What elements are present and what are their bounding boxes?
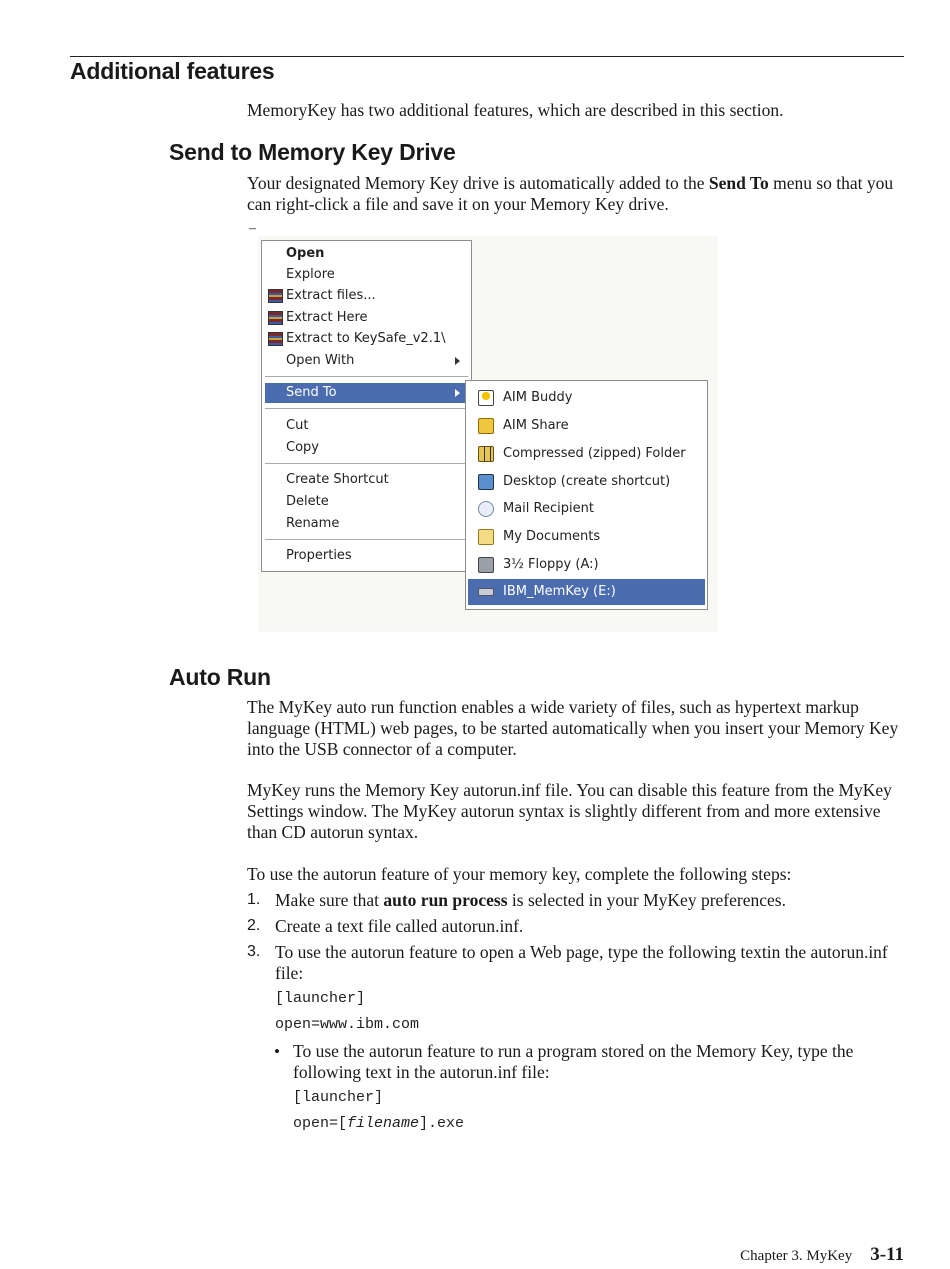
submenu-item-label: AIM Share — [503, 418, 569, 433]
step-1-bold: auto run process — [383, 890, 508, 910]
menu-item-send-to[interactable] — [265, 383, 468, 403]
code-filename-placeholder: filename — [347, 1115, 420, 1132]
submenu-item-label: AIM Buddy — [503, 390, 573, 405]
footer-chapter: Chapter 3. MyKey — [740, 1248, 853, 1264]
submenu-item-label: My Documents — [503, 529, 601, 544]
send-to-text-2: menu so that you can right-click a file and save it on your Memory Key drive. — [247, 173, 894, 214]
bullet-text: To use the autorun feature to run a program stored on the Memory Key, type the following text in the autorun.inf file: — [293, 1041, 854, 1082]
menu-separator — [265, 376, 468, 377]
section-title: Additional features — [70, 58, 275, 84]
submenu-item-label: 3½ Floppy (A:) — [503, 557, 599, 572]
code-prefix: open=[ — [293, 1115, 348, 1132]
submenu-item-label: Desktop (create shortcut) — [503, 474, 671, 489]
menu-item-open-with[interactable] — [265, 351, 468, 371]
code-suffix: ].exe — [419, 1115, 465, 1132]
menu-item-label: Properties — [286, 548, 352, 563]
screenshot-mark: – — [249, 221, 256, 236]
send-to-mail-recipient[interactable] — [468, 496, 705, 522]
step-2-text: Create a text file called autorun.inf. — [275, 916, 524, 936]
auto-run-heading: Auto Run — [169, 664, 271, 690]
bullet-marker: • — [274, 1042, 280, 1061]
send-to-my-documents[interactable] — [468, 524, 705, 550]
page-footer — [740, 1244, 904, 1266]
step-2-number: 2. — [247, 917, 261, 934]
menu-item-label: Open — [286, 246, 325, 261]
send-to-floppy[interactable] — [468, 552, 705, 578]
submenu-arrow-icon — [455, 389, 460, 397]
step-1-text-a: Make sure that — [275, 890, 384, 910]
step-3-number: 3. — [247, 943, 261, 960]
step-3-text: To use the autorun feature to open a Web page, type the following textin the autorun.inf file: — [275, 942, 888, 983]
menu-item-cut[interactable] — [265, 416, 468, 436]
send-to-zip-folder[interactable] — [468, 441, 705, 467]
usb-drive-icon — [478, 588, 494, 596]
aim-share-folder-icon — [478, 418, 494, 434]
submenu-item-label: Mail Recipient — [503, 501, 594, 516]
menu-item-extract-here[interactable] — [265, 308, 468, 328]
menu-item-extract-to[interactable] — [265, 329, 468, 349]
send-to-text-1: Your designated Memory Key drive is automatically added to the — [247, 173, 709, 193]
menu-item-label: Extract to KeySafe_v2.1\ — [286, 331, 446, 346]
send-to-aim-share[interactable] — [468, 413, 705, 439]
rar-archive-icon — [268, 332, 283, 346]
step-1-text-b: is selected in your MyKey preferences. — [507, 890, 786, 910]
desktop-icon — [478, 474, 494, 490]
intro-paragraph: MemoryKey has two additional features, which are described in this section. — [247, 100, 784, 120]
menu-item-label: Copy — [286, 440, 319, 455]
submenu-arrow-icon — [455, 357, 460, 365]
step-1-text — [275, 890, 905, 911]
submenu-item-label: IBM_MemKey (E:) — [503, 584, 616, 599]
my-documents-icon — [478, 529, 494, 545]
send-to-submenu — [465, 380, 708, 610]
send-to-bold: Send To — [708, 173, 769, 193]
menu-item-label: Send To — [286, 385, 337, 400]
auto-run-paragraph-1: The MyKey auto run function enables a wide variety of files, such as hypertext markup language (HTML) web pages, to be started automatically when you insert your Memory Key into the USB connector of a computer. — [247, 697, 899, 759]
send-to-paragraph — [247, 173, 897, 215]
menu-item-rename[interactable] — [265, 514, 468, 534]
mail-icon — [478, 501, 494, 517]
send-to-heading: Send to Memory Key Drive — [169, 139, 456, 165]
menu-item-properties[interactable] — [265, 546, 468, 566]
menu-item-explore[interactable] — [265, 265, 468, 285]
code-open-filename — [293, 1115, 464, 1133]
send-to-desktop[interactable] — [468, 469, 705, 495]
steps-intro: To use the autorun feature of your memory key, complete the following steps: — [247, 864, 792, 884]
menu-item-create-shortcut[interactable] — [265, 470, 468, 490]
page-number: 3-11 — [870, 1244, 904, 1265]
code-open-url: open=www.ibm.com — [275, 1016, 420, 1033]
menu-item-label: Rename — [286, 516, 340, 531]
aim-buddy-icon — [478, 390, 494, 406]
menu-item-delete[interactable] — [265, 492, 468, 512]
menu-item-open[interactable] — [265, 244, 468, 264]
menu-item-label: Extract files... — [286, 288, 376, 303]
menu-separator — [265, 539, 468, 540]
menu-item-label: Explore — [286, 267, 335, 282]
send-to-ibm-memkey[interactable] — [468, 579, 705, 605]
send-to-aim-buddy[interactable] — [468, 385, 705, 411]
rar-archive-icon — [268, 311, 283, 325]
step-1-number: 1. — [247, 891, 261, 908]
menu-separator — [265, 463, 468, 464]
menu-separator — [265, 408, 468, 409]
submenu-item-label: Compressed (zipped) Folder — [503, 446, 686, 461]
top-rule — [70, 56, 904, 57]
code-launcher-1: [launcher] — [275, 990, 366, 1007]
code-launcher-2: [launcher] — [293, 1089, 384, 1106]
menu-item-label: Open With — [286, 353, 355, 368]
menu-item-label: Create Shortcut — [286, 472, 389, 487]
menu-item-label: Delete — [286, 494, 329, 509]
menu-item-label: Cut — [286, 418, 309, 433]
menu-item-copy[interactable] — [265, 438, 468, 458]
menu-item-extract-files[interactable] — [265, 286, 468, 306]
menu-item-label: Extract Here — [286, 310, 368, 325]
context-menu — [261, 240, 472, 572]
rar-archive-icon — [268, 289, 283, 303]
auto-run-paragraph-2: MyKey runs the Memory Key autorun.inf file. You can disable this feature from the MyKey Settings window. The MyKey autorun syntax is slightly different from and more extensive than CD autorun syntax. — [247, 780, 892, 842]
zip-folder-icon — [478, 446, 494, 462]
floppy-drive-icon — [478, 557, 494, 573]
